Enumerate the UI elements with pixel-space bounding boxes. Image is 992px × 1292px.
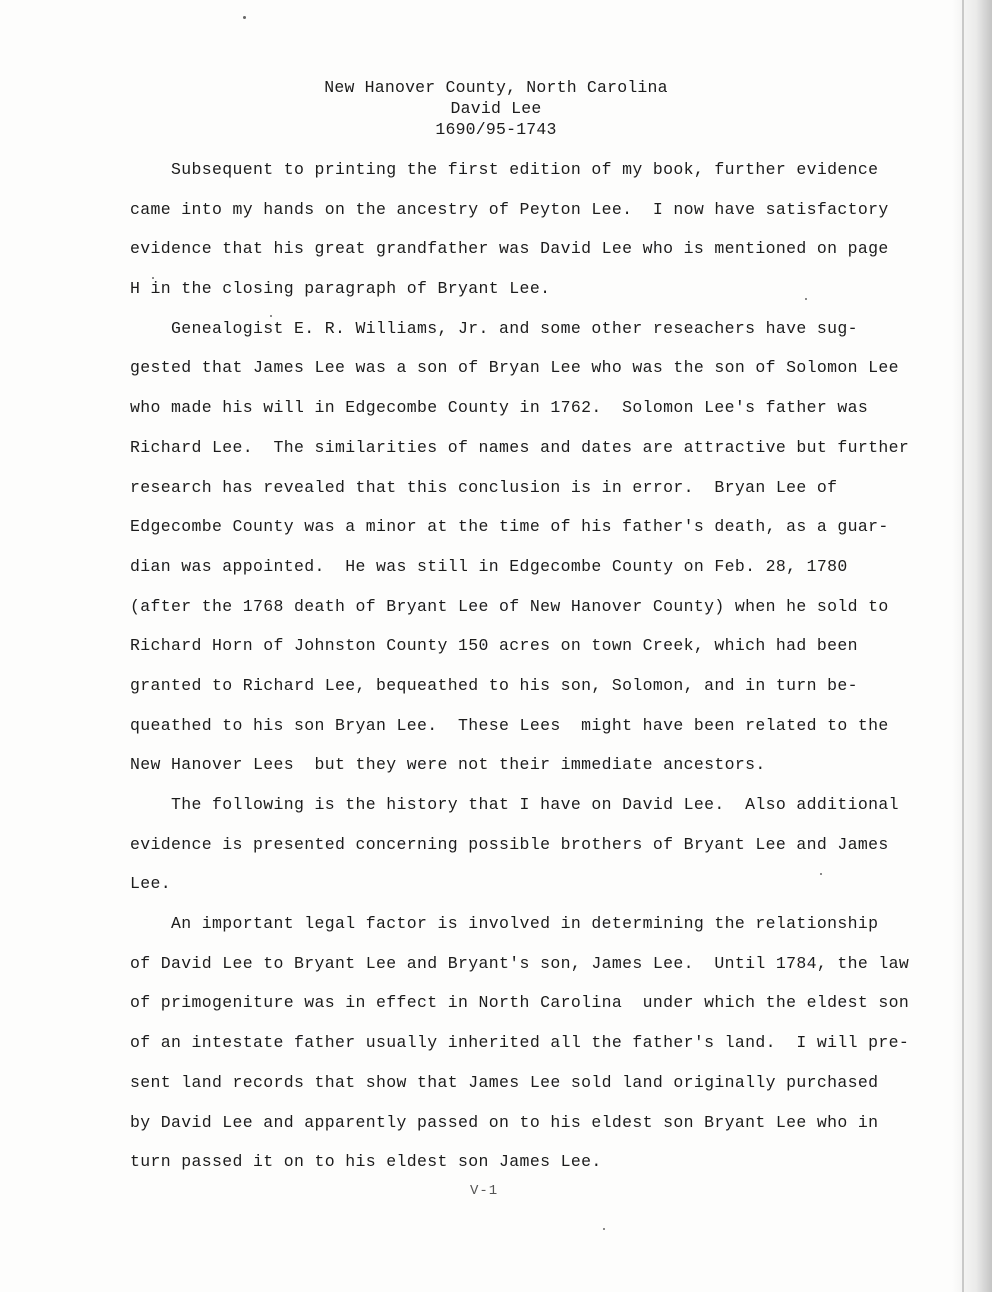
text-line: queathed to his son Bryan Lee. These Lees might have been related to the xyxy=(130,715,889,735)
text-line: who made his will in Edgecombe County in 1762. Solomon Lee's father was xyxy=(130,398,869,418)
page-number: V-1 xyxy=(470,1183,499,1199)
text-line: dian was appointed. He was still in Edgecombe County on Feb. 28, 1780 xyxy=(130,556,848,576)
text-line: evidence is presented concerning possible brothers of Bryant Lee and James xyxy=(130,834,889,854)
text-line: Subsequent to printing the first edition of my book, further evidence xyxy=(130,160,879,179)
text-line: An important legal factor is involved in determining the relationship xyxy=(130,914,879,934)
document-header xyxy=(0,77,992,140)
scan-speck xyxy=(243,16,246,19)
text-line: Lee. xyxy=(130,874,172,894)
text-line: (after the 1768 death of Bryant Lee of New Hanover County) when he sold to xyxy=(130,596,889,616)
scan-speck xyxy=(603,1228,605,1230)
text-line: Richard Lee. The similarities of names and dates are attractive but further xyxy=(130,437,910,457)
text-line: of primogeniture was in effect in North Carolina under which the eldest son xyxy=(130,993,910,1013)
text-line: evidence that his great grandfather was David Lee who is mentioned on page xyxy=(130,239,889,259)
text-line: came into my hands on the ancestry of Peyton Lee. I now have satisfactory xyxy=(130,199,889,219)
text-line: of David Lee to Bryant Lee and Bryant's son, James Lee. Until 1784, the law xyxy=(130,953,910,973)
header-dates: 1690/95-1743 xyxy=(435,120,557,139)
text-line: research has revealed that this conclusion is in error. Bryan Lee of xyxy=(130,477,838,497)
header-name: David Lee xyxy=(450,99,542,118)
text-line: by David Lee and apparently passed on to his eldest son Bryant Lee who in xyxy=(130,1112,879,1132)
text-line: The following is the history that I have on David Lee. Also additional xyxy=(130,795,899,814)
text-line: granted to Richard Lee, bequeathed to his son, Solomon, and in turn be- xyxy=(130,675,858,695)
text-line: gested that James Lee was a son of Bryan Lee who was the son of Solomon Lee xyxy=(130,358,899,378)
scan-speck xyxy=(820,873,822,875)
scan-speck xyxy=(805,298,807,300)
text-line: New Hanover Lees but they were not their immediate ancestors. xyxy=(130,755,766,775)
text-line: Genealogist E. R. Williams, Jr. and some other reseachers have sug- xyxy=(130,318,858,338)
scan-edge-shadow xyxy=(952,0,992,1292)
text-line: Edgecombe County was a minor at the time of his father's death, as a guar- xyxy=(130,517,889,537)
text-line: Richard Horn of Johnston County 150 acres on town Creek, which had been xyxy=(130,636,858,656)
text-line: H in the closing paragraph of Bryant Lee. xyxy=(130,279,551,299)
document-body xyxy=(130,153,910,1185)
text-line: of an intestate father usually inherited all the father's land. I will pre- xyxy=(130,1033,910,1053)
scan-speck xyxy=(270,315,272,317)
text-line: sent land records that show that James Lee sold land originally purchased xyxy=(130,1072,879,1092)
text-line: turn passed it on to his eldest son James Lee. xyxy=(130,1152,602,1172)
header-county: New Hanover County, North Carolina xyxy=(324,78,668,97)
scan-edge-line xyxy=(962,0,964,1292)
scan-speck xyxy=(152,277,154,279)
